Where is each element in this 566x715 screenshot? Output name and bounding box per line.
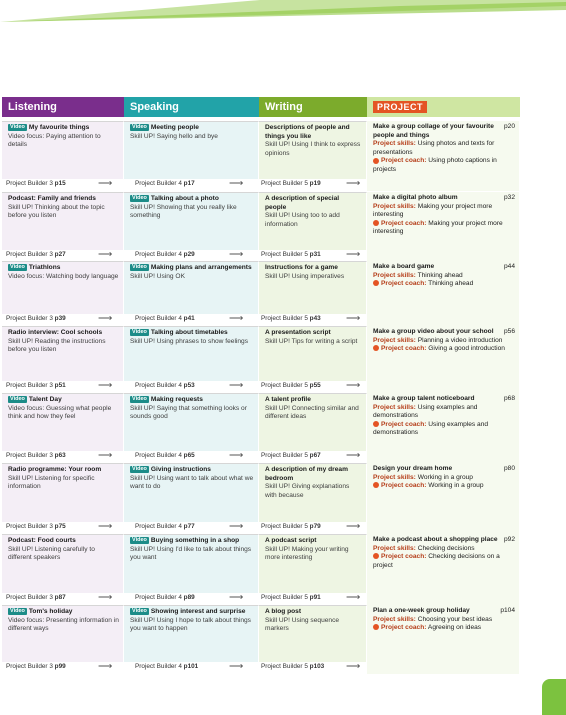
project-skills-label: Project skills: (373, 140, 416, 148)
listening-title (8, 329, 119, 338)
arrow-icon: ⟶ (229, 450, 244, 461)
video-icon: Video (132, 329, 147, 335)
pb3-label (6, 452, 66, 459)
video-icon: Video (132, 396, 147, 402)
project-coach (373, 220, 515, 237)
speaking-title-text: Giving instructions (150, 466, 211, 473)
pb4-page: p65 (183, 452, 195, 459)
pb4-text: Project Builder 4 (135, 251, 182, 258)
arrow-icon: ⟶ (98, 521, 113, 532)
project-title-text: Make a podcast about a shopping place (373, 536, 498, 543)
pb3-label (6, 523, 66, 530)
project-coach-label: Project coach: (381, 420, 427, 428)
project-title (373, 395, 515, 404)
pb4-page: p53 (183, 382, 195, 389)
speaking-title-text: Talking about a photo (150, 195, 219, 202)
pb5-label (261, 382, 321, 389)
project-title (373, 536, 515, 545)
pb3-label (6, 180, 66, 187)
coach-icon (373, 421, 379, 427)
listening-title-text: Podcast: Food courts (8, 537, 76, 544)
project-page: p92 (503, 536, 515, 543)
speaking-title (130, 466, 254, 475)
pb4-page: p89 (183, 594, 195, 601)
writing-cell (259, 121, 367, 179)
pb4-text: Project Builder 4 (135, 523, 182, 530)
writing-body: Skill UP! Using sequence markers (265, 616, 340, 633)
listening-body: Video focus: Paying attention to details (8, 132, 101, 149)
project-cell (367, 326, 520, 393)
speaking-body: Skill UP! Using I hope to talk about things you want to happen (130, 616, 251, 633)
speaking-title (130, 124, 254, 133)
writing-cell (259, 192, 367, 250)
listening-body: Skill UP! Listening for specific information (8, 474, 95, 491)
project-skills-text: Using photos and texts for presentations (373, 140, 495, 156)
video-icon: Video (132, 537, 147, 543)
header-speaking: Speaking (124, 97, 259, 117)
video-icon: Video (10, 124, 25, 130)
listening-title (8, 608, 119, 617)
project-coach (373, 624, 515, 633)
speaking-title (130, 396, 254, 405)
project-title (373, 607, 515, 616)
listening-title-text: Tom's holiday (28, 608, 73, 615)
listening-title-text: My favourite things (28, 124, 90, 131)
pb4-text: Project Builder 4 (135, 452, 182, 459)
project-title (373, 465, 515, 474)
pb4-page: p77 (183, 523, 195, 530)
video-icon: Video (10, 608, 25, 614)
project-cell (367, 261, 520, 326)
pb5-text: Project Builder 5 (261, 180, 308, 187)
project-coach-label: Project coach: (381, 553, 427, 561)
pb5-label (261, 315, 321, 322)
listening-cell (2, 463, 124, 522)
project-page: p32 (503, 194, 515, 201)
writing-cell (259, 393, 367, 451)
coach-icon (373, 345, 379, 351)
writing-cell (259, 261, 367, 314)
pb5-label (261, 594, 321, 601)
speaking-title (130, 329, 254, 338)
header-listening: Listening (2, 97, 124, 117)
pb4-text: Project Builder 4 (135, 382, 182, 389)
project-title-text: Make a group collage of your favourite people and things (373, 123, 494, 139)
speaking-body: Skill UP! Showing that you really like something (130, 203, 237, 220)
project-skills (373, 337, 515, 346)
writing-title: Instructions for a game (265, 264, 338, 271)
pb3-label (6, 382, 66, 389)
project-title (373, 263, 515, 272)
writing-title: A podcast script (265, 537, 317, 544)
project-cell (367, 393, 520, 463)
video-icon: Video (132, 264, 147, 270)
pb3-label (6, 251, 66, 258)
writing-body: Skill UP! Using imperatives (265, 272, 345, 280)
writing-body: Skill UP! Using I think to express opinions (265, 141, 361, 157)
project-coach-label: Project coach: (381, 157, 427, 165)
speaking-cell (124, 261, 259, 314)
project-coach-text: Using examples and demonstrations (373, 420, 489, 437)
pb4-page: p41 (183, 315, 195, 322)
writing-title: A blog post (265, 608, 302, 615)
listening-title-text: Triathlons (28, 264, 61, 271)
speaking-title-text: Buying something in a shop (150, 537, 240, 544)
video-icon: Video (10, 264, 25, 270)
speaking-body: Skill UP! Saying that something looks or sounds good (130, 404, 247, 421)
listening-cell (2, 192, 124, 250)
arrow-icon: ⟶ (346, 521, 361, 532)
speaking-cell (124, 192, 259, 250)
speaking-title-text: Showing interest and surprise (150, 608, 246, 615)
speaking-cell (124, 326, 259, 381)
project-page: p56 (503, 328, 515, 335)
arrow-icon: ⟶ (229, 313, 244, 324)
pb5-label (261, 452, 321, 459)
project-title-text: Plan a one-week group holiday (373, 607, 470, 614)
listening-title (8, 537, 119, 546)
pb3-label (6, 315, 66, 322)
project-coach (373, 421, 515, 438)
pb3-text: Project Builder 3 (6, 382, 53, 389)
pb5-page: p19 (309, 180, 321, 187)
writing-cell (259, 534, 367, 593)
writing-body: Skill UP! Using too to add information (265, 212, 340, 228)
pb3-page: p99 (54, 663, 66, 670)
arrow-icon: ⟶ (229, 380, 244, 391)
pb5-label (261, 523, 321, 530)
pb5-page: p91 (309, 594, 321, 601)
header-writing: Writing (259, 97, 367, 117)
project-badge: PROJECT (373, 101, 427, 113)
pb3-page: p63 (54, 452, 66, 459)
pb4-label (135, 594, 195, 601)
speaking-title (130, 195, 254, 204)
speaking-cell (124, 534, 259, 593)
speaking-title-text: Making plans and arrangements (150, 264, 252, 271)
pb5-text: Project Builder 5 (261, 663, 308, 670)
pb5-page: p67 (309, 452, 321, 459)
arrow-icon: ⟶ (346, 178, 361, 189)
pb4-page: p17 (183, 180, 195, 187)
pb3-page: p51 (54, 382, 66, 389)
pb4-text: Project Builder 4 (135, 594, 182, 601)
pb5-text: Project Builder 5 (261, 315, 308, 322)
pb3-text: Project Builder 3 (6, 663, 53, 670)
pb4-text: Project Builder 4 (135, 663, 182, 670)
project-skills-text: Thinking ahead (417, 271, 463, 279)
project-title (373, 123, 515, 140)
speaking-cell (124, 121, 259, 179)
video-icon: Video (132, 466, 147, 472)
pb4-label (135, 452, 195, 459)
arrow-icon: ⟶ (229, 592, 244, 603)
speaking-cell (124, 605, 259, 662)
writing-cell (259, 326, 367, 381)
writing-body: Skill UP! Tips for writing a script (265, 337, 358, 345)
listening-cell (2, 534, 124, 593)
arrow-icon: ⟶ (98, 592, 113, 603)
project-coach-text: Checking decisions on a project (373, 553, 500, 569)
project-builder-footer (2, 381, 367, 392)
pb5-label (261, 251, 321, 258)
pb5-label (261, 180, 321, 187)
pb3-page: p27 (54, 251, 66, 258)
pb5-label (261, 663, 324, 670)
pb5-text: Project Builder 5 (261, 452, 308, 459)
project-skills-label: Project skills: (373, 202, 416, 210)
project-skills-text: Working in a group (417, 473, 473, 481)
pb5-page: p55 (309, 382, 321, 389)
project-cell (367, 605, 520, 674)
project-coach-text: Thinking ahead (428, 280, 474, 288)
arrow-icon: ⟶ (98, 450, 113, 461)
project-cell (367, 121, 520, 191)
listening-title (8, 264, 119, 273)
speaking-body: Skill UP! Using phrases to show feelings (130, 337, 249, 345)
writing-title: A talent profile (265, 396, 311, 403)
pb4-page: p101 (183, 663, 199, 670)
pb3-page: p15 (54, 180, 66, 187)
project-title-text: Make a digital photo album (373, 194, 458, 201)
pb4-label (135, 251, 195, 258)
speaking-title (130, 537, 254, 546)
writing-body: Skill UP! Connecting similar and different ideas (265, 404, 359, 421)
project-coach (373, 157, 515, 174)
speaking-body: Skill UP! Using OK (130, 272, 185, 280)
project-skills-label: Project skills: (373, 271, 416, 279)
pb5-page: p31 (309, 251, 321, 258)
pb3-text: Project Builder 3 (6, 452, 53, 459)
project-coach (373, 345, 515, 354)
writing-title: Descriptions of people and things you like (265, 124, 350, 140)
project-builder-footer (2, 451, 367, 462)
project-coach-text: Giving a good introduction (428, 345, 505, 353)
pb3-label (6, 663, 66, 670)
project-page: p80 (503, 465, 515, 472)
pb3-text: Project Builder 3 (6, 315, 53, 322)
pb4-label (135, 315, 195, 322)
project-skills-label: Project skills: (373, 615, 416, 623)
pb4-label (135, 180, 195, 187)
pb3-page: p39 (54, 315, 66, 322)
project-coach (373, 280, 515, 289)
pb5-page: p79 (309, 523, 321, 530)
listening-body: Skill UP! Listening carefully to different speakers (8, 545, 95, 562)
project-title-text: Design your dream home (373, 465, 453, 472)
project-coach-text: Agreeing on ideas (427, 624, 482, 632)
project-skills-label: Project skills: (373, 403, 416, 411)
project-skills (373, 616, 515, 625)
video-icon: Video (132, 195, 147, 201)
listening-body: Skill UP! Reading the instructions before you listen (8, 337, 106, 354)
top-decoration (0, 0, 566, 22)
writing-body: Skill UP! Making your writing more interesting (265, 545, 349, 562)
pb3-text: Project Builder 3 (6, 251, 53, 258)
arrow-icon: ⟶ (229, 249, 244, 260)
writing-title: A presentation script (265, 329, 331, 336)
project-page: p68 (503, 395, 515, 402)
project-skills-text: Checking decisions (417, 544, 475, 552)
listening-cell (2, 393, 124, 451)
listening-body: Skill UP! Thinking about the topic before you listen (8, 203, 105, 220)
listening-title (8, 466, 119, 475)
pb4-page: p29 (183, 251, 195, 258)
project-coach-label: Project coach: (381, 624, 427, 632)
speaking-body: Skill UP! Saying hello and bye (130, 132, 218, 140)
arrow-icon: ⟶ (346, 249, 361, 260)
project-coach-text: Using photo captions in projects (373, 157, 497, 173)
project-cell (367, 192, 520, 262)
project-skills-text: Choosing your best ideas (417, 615, 493, 623)
project-coach-text: Working in a group (428, 482, 484, 490)
coach-icon (373, 553, 379, 559)
project-builder-footer (2, 522, 367, 533)
pb5-text: Project Builder 5 (261, 594, 308, 601)
listening-cell (2, 326, 124, 381)
arrow-icon: ⟶ (98, 249, 113, 260)
project-skills-text: Making your project more interesting (373, 202, 493, 219)
listening-cell (2, 605, 124, 662)
pb5-text: Project Builder 5 (261, 382, 308, 389)
listening-body: Video focus: Presenting information in different ways (8, 616, 119, 633)
project-coach-label: Project coach: (381, 219, 427, 227)
arrow-icon: ⟶ (98, 661, 113, 672)
arrow-icon: ⟶ (229, 521, 244, 532)
project-coach (373, 482, 515, 491)
project-skills-text: Planning a video introduction (417, 336, 503, 344)
project-title-text: Make a group talent noticeboard (373, 395, 475, 402)
project-coach (373, 553, 515, 570)
arrow-icon: ⟶ (229, 178, 244, 189)
video-icon: Video (132, 124, 147, 130)
project-skills (373, 203, 515, 220)
pb3-label (6, 594, 66, 601)
listening-body: Video focus: Watching body language (8, 272, 119, 280)
arrow-icon: ⟶ (346, 313, 361, 324)
coach-icon (373, 482, 379, 488)
project-skills (373, 140, 515, 157)
listening-title (8, 396, 119, 405)
pb5-page: p43 (309, 315, 321, 322)
speaking-title-text: Making requests (150, 396, 203, 403)
listening-title (8, 124, 119, 133)
arrow-icon: ⟶ (346, 450, 361, 461)
coach-icon (373, 624, 379, 630)
project-coach-label: Project coach: (381, 345, 427, 353)
project-cell (367, 463, 520, 534)
pb4-text: Project Builder 4 (135, 180, 182, 187)
arrow-icon: ⟶ (98, 178, 113, 189)
coach-icon (373, 158, 379, 164)
project-builder-footer (2, 179, 367, 190)
arrow-icon: ⟶ (346, 592, 361, 603)
pb5-text: Project Builder 5 (261, 523, 308, 530)
speaking-cell (124, 393, 259, 451)
pb4-label (135, 523, 195, 530)
project-skills (373, 474, 515, 483)
listening-title-text: Radio interview: Cool schools (8, 329, 103, 336)
arrow-icon: ⟶ (346, 661, 361, 672)
pb3-page: p75 (54, 523, 66, 530)
pb3-page: p87 (54, 594, 66, 601)
project-skills-label: Project skills: (373, 544, 416, 552)
video-icon: Video (10, 396, 25, 402)
pb4-label (135, 382, 195, 389)
project-builder-footer (2, 314, 367, 325)
writing-body: Skill UP! Giving explanations with because (265, 483, 350, 499)
project-skills-label: Project skills: (373, 473, 416, 481)
speaking-title-text: Meeting people (150, 124, 199, 131)
page-tab (542, 679, 566, 715)
listening-title-text: Radio programme: Your room (8, 466, 102, 473)
project-builder-footer (2, 662, 367, 673)
project-cell (367, 534, 520, 605)
writing-cell (259, 605, 367, 662)
speaking-title (130, 264, 254, 273)
speaking-title (130, 608, 254, 617)
listening-body: Video focus: Guessing what people think and how they feel (8, 404, 112, 421)
pb3-text: Project Builder 3 (6, 180, 53, 187)
speaking-title-text: Talking about timetables (150, 329, 228, 336)
project-title (373, 194, 515, 203)
pb3-text: Project Builder 3 (6, 523, 53, 530)
writing-title: A description of special people (265, 195, 340, 211)
project-page: p20 (503, 123, 515, 130)
listening-title (8, 195, 119, 204)
listening-title-text: Talent Day (28, 396, 62, 403)
listening-title-text: Podcast: Family and friends (8, 195, 96, 202)
arrow-icon: ⟶ (98, 380, 113, 391)
project-skills-text: Using examples and demonstrations (373, 403, 478, 420)
pb5-text: Project Builder 5 (261, 251, 308, 258)
arrow-icon: ⟶ (98, 313, 113, 324)
arrow-icon: ⟶ (229, 661, 244, 672)
coach-icon (373, 220, 379, 226)
project-coach-text: Making your project more interesting (373, 219, 503, 236)
arrow-icon: ⟶ (346, 380, 361, 391)
pb3-text: Project Builder 3 (6, 594, 53, 601)
writing-title: A description of my dream bedroom (265, 466, 348, 482)
speaking-body: Skill UP! Using I'd like to talk about things you want (130, 545, 252, 562)
speaking-body: Skill UP! Using want to talk about what we want to do (130, 474, 254, 491)
pb4-text: Project Builder 4 (135, 315, 182, 322)
project-skills (373, 272, 515, 281)
project-title (373, 328, 515, 337)
project-coach-label: Project coach: (381, 280, 427, 288)
speaking-cell (124, 463, 259, 522)
coach-icon (373, 280, 379, 286)
project-skills (373, 404, 515, 421)
writing-cell (259, 463, 367, 522)
header-project (367, 97, 520, 117)
pb5-page: p103 (309, 663, 325, 670)
project-title-text: Make a board game (373, 263, 435, 270)
project-skills (373, 545, 515, 554)
listening-cell (2, 261, 124, 314)
project-coach-label: Project coach: (381, 482, 427, 490)
project-skills-label: Project skills: (373, 336, 416, 344)
listening-cell (2, 121, 124, 179)
project-page: p44 (503, 263, 515, 270)
project-title-text: Make a group video about your school (373, 328, 494, 335)
video-icon: Video (132, 608, 147, 614)
pb4-label (135, 663, 198, 670)
project-builder-footer (2, 250, 367, 261)
project-page: p104 (500, 607, 515, 614)
project-builder-footer (2, 593, 367, 604)
